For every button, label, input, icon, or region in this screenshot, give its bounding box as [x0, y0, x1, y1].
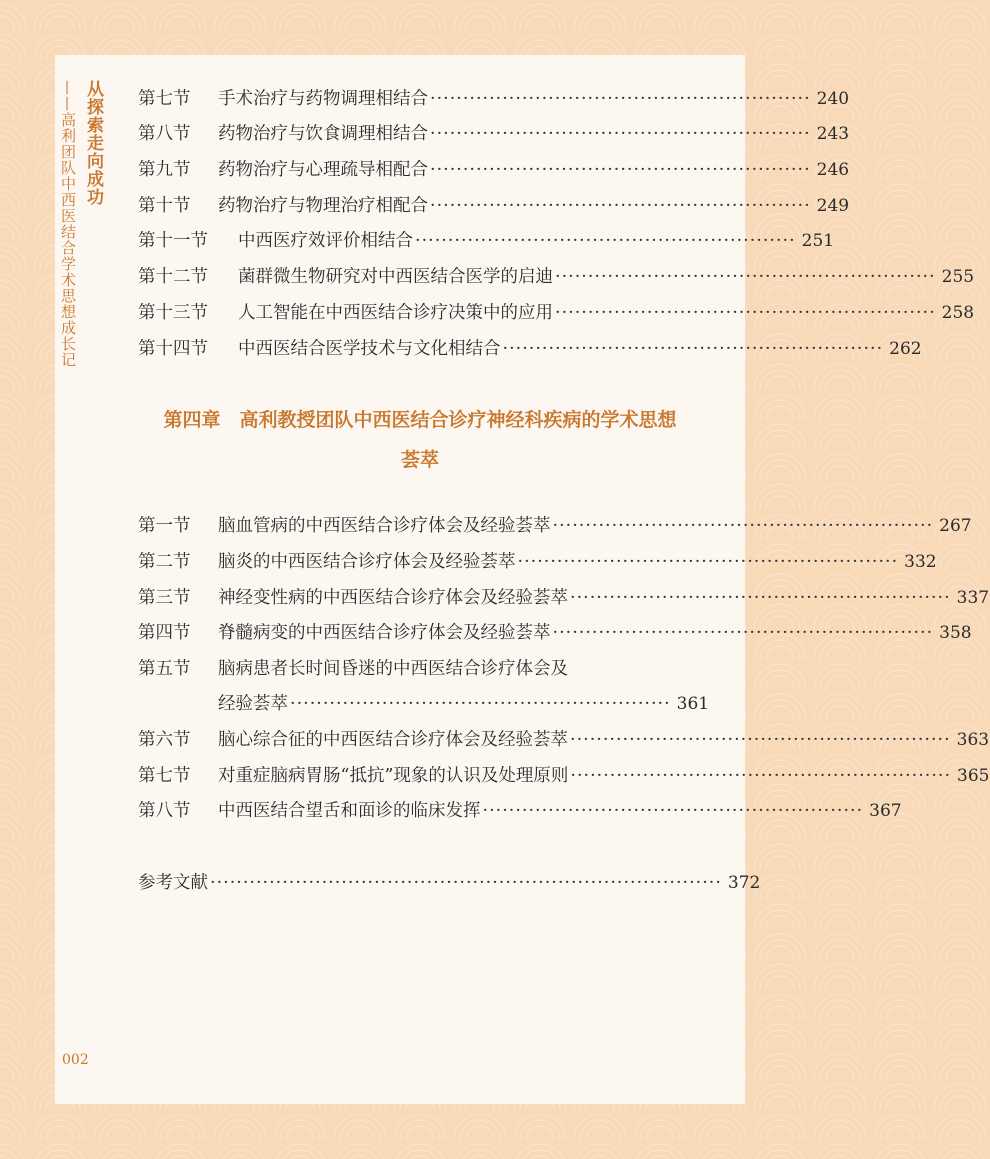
section-number: 第十四节	[138, 339, 208, 359]
leader-dots: ··························································	[502, 339, 884, 359]
chapter-title-line1: 第四章 高利教授团队中西医结合诊疗神经科疾病的学术思想	[163, 409, 677, 431]
page-ref: 367	[869, 801, 902, 821]
toc-entry[interactable]	[138, 334, 922, 364]
section-title: 人工智能在中西医结合诊疗决策中的应用	[238, 303, 553, 323]
leader-dots: ··························································	[555, 303, 936, 323]
page-ref: 246	[816, 160, 850, 180]
toc-entry[interactable]	[138, 618, 972, 648]
leader-dots: ··························································	[290, 694, 671, 714]
section-title: 脑血管病的中西医结合诊疗体会及经验荟萃	[218, 516, 551, 536]
section-title: 神经变性病的中西医结合诊疗体会及经验荟萃	[218, 588, 568, 608]
toc-entry[interactable]	[138, 119, 850, 149]
leader-dots: ··························································	[430, 124, 811, 144]
section-number: 第八节	[138, 801, 191, 821]
leader-dots: ··························································	[570, 588, 951, 608]
toc-entry[interactable]	[138, 155, 850, 185]
section-number: 第四节	[138, 623, 191, 643]
toc-entry[interactable]	[138, 725, 990, 755]
toc-entry[interactable]	[138, 226, 835, 256]
toc-entry[interactable]	[138, 761, 990, 791]
leader-dots: ··························································	[482, 801, 864, 821]
page-ref: 337	[956, 588, 990, 608]
page-ref: 251	[801, 231, 835, 251]
toc-entry[interactable]	[138, 262, 975, 292]
section-number: 第十三节	[138, 303, 208, 323]
chapter-heading[interactable]	[140, 400, 700, 480]
section-title: 中西医结合医学技术与文化相结合	[238, 339, 501, 359]
section-number: 第九节	[138, 160, 191, 180]
page-ref: 249	[816, 196, 850, 216]
section-title: 脑病患者长时间昏迷的中西医结合诊疗体会及	[218, 659, 568, 679]
page-ref: 372	[727, 873, 761, 893]
section-number: 第十二节	[138, 267, 208, 287]
page-ref: 332	[904, 552, 937, 572]
section-number: 第十一节	[138, 231, 208, 251]
section-title: 脑心综合征的中西医结合诊疗体会及经验荟萃	[218, 730, 568, 750]
section-title: 手术治疗与药物调理相结合	[218, 89, 428, 109]
section-title: 对重症脑病胃肠“抵抗”现象的认识及处理原则	[218, 766, 569, 786]
section-title-cont: 经验荟萃	[218, 694, 288, 714]
section-number: 第八节	[138, 124, 191, 144]
chapter-title-line2: 荟萃	[400, 449, 439, 471]
page-ref: 361	[676, 694, 710, 714]
leader-dots: ··························································	[430, 160, 811, 180]
toc-entry[interactable]	[138, 547, 937, 577]
page-ref: 365	[957, 766, 990, 786]
toc-entry[interactable]	[138, 796, 902, 826]
toc-entry[interactable]	[138, 654, 694, 684]
book-subtitle: ——高利团队中西医结合学术思想成长记	[59, 80, 77, 368]
section-title: 药物治疗与心理疏导相配合	[218, 160, 428, 180]
page-number: 002	[62, 1052, 89, 1068]
page-ref: 267	[939, 516, 972, 536]
page-ref: 262	[889, 339, 922, 359]
leader-dots: ··························································	[552, 516, 934, 536]
leader-dots: ··························································	[570, 766, 952, 786]
section-number: 第十节	[138, 196, 191, 216]
toc-entry[interactable]	[138, 583, 990, 613]
section-number: 第七节	[138, 766, 191, 786]
book-spine-title	[58, 80, 106, 400]
leader-dots: ··························································	[517, 552, 899, 572]
section-number: 第五节	[138, 659, 191, 679]
page-ref: 258	[941, 303, 975, 323]
section-title: 脊髓病变的中西医结合诊疗体会及经验荟萃	[218, 623, 551, 643]
leader-dots: ··························································	[415, 231, 796, 251]
leader-dots: ··························································	[555, 267, 936, 287]
leader-dots: ··························································	[430, 89, 811, 109]
toc-entry[interactable]	[138, 298, 975, 328]
section-title: 中西医结合望舌和面诊的临床发挥	[218, 801, 481, 821]
leader-dots: ··························································	[430, 196, 811, 216]
section-title: 菌群微生物研究对中西医结合医学的启迪	[238, 267, 553, 287]
section-number: 第七节	[138, 89, 191, 109]
toc-entry[interactable]	[138, 191, 850, 221]
leader-dots: ··············································································	[210, 873, 722, 893]
leader-dots: ··························································	[552, 623, 934, 643]
section-title: 中西医疗效评价相结合	[238, 231, 413, 251]
section-number: 第二节	[138, 552, 191, 572]
section-title: 脑炎的中西医结合诊疗体会及经验荟萃	[218, 552, 516, 572]
references-title: 参考文献	[138, 873, 208, 893]
page-ref: 358	[939, 623, 972, 643]
page-ref: 255	[941, 267, 975, 287]
page-ref: 243	[816, 124, 850, 144]
section-title: 药物治疗与饮食调理相结合	[218, 124, 428, 144]
section-title: 药物治疗与物理治疗相配合	[218, 196, 428, 216]
toc-entry[interactable]	[138, 84, 850, 114]
section-number: 第三节	[138, 588, 191, 608]
book-title: 从探索走向成功	[83, 80, 103, 206]
section-number: 第一节	[138, 516, 191, 536]
leader-dots: ··························································	[570, 730, 951, 750]
toc-entry[interactable]	[138, 511, 972, 541]
page-ref: 363	[956, 730, 990, 750]
section-number: 第六节	[138, 730, 191, 750]
toc-entry-references[interactable]	[138, 868, 761, 898]
toc-entry-continuation[interactable]	[138, 689, 710, 719]
page-ref: 240	[816, 89, 850, 109]
